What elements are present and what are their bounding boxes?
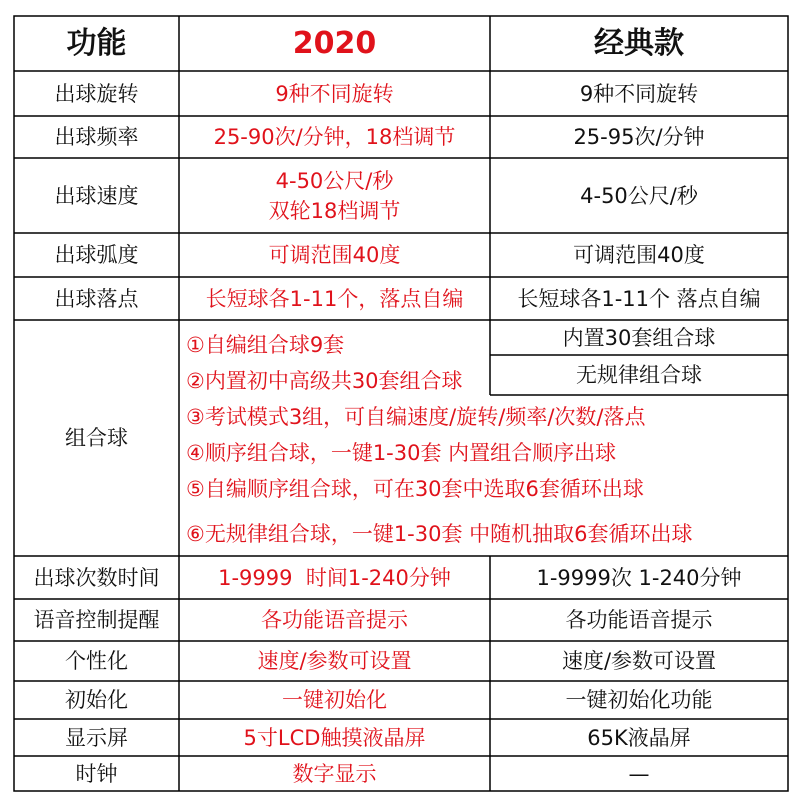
value-line: 4-50公尺/秒 (275, 168, 394, 193)
feature-label: 出球落点 (54, 286, 139, 311)
combo-item: ⑤自编顺序组合球，可在30套中选取6套循环出球 (186, 477, 644, 501)
value-2020: 5寸LCD触摸液晶屏 (243, 725, 426, 750)
feature-label: 出球速度 (54, 183, 139, 208)
value-classic: 25-95次/分钟 (573, 125, 705, 149)
feature-label: 显示屏 (65, 725, 128, 750)
value-classic-item: 内置30套组合球 (562, 325, 716, 350)
feature-label: 语音控制提醒 (33, 608, 160, 632)
value-2020: 一键初始化 (282, 688, 387, 712)
combo-item: ②内置初中高级共30套组合球 (186, 369, 463, 393)
feature-label: 个性化 (65, 649, 128, 673)
value-2020: 数字显示 (292, 761, 377, 786)
value-2020: 9种不同旋转 (275, 81, 394, 106)
header-feature: 功能 (66, 25, 127, 61)
feature-label: 出球频率 (54, 125, 139, 149)
combo-item: ①自编组合球9套 (186, 333, 345, 357)
value-classic: 可调范围40度 (573, 243, 705, 267)
feature-label: 时钟 (75, 761, 118, 786)
feature-label: 出球旋转 (54, 81, 139, 106)
feature-label: 出球次数时间 (33, 565, 160, 590)
value-classic: 1-9999次 1-240分钟 (536, 565, 742, 590)
feature-label: 初始化 (65, 688, 128, 712)
value-line: 双轮18档调节 (268, 198, 401, 223)
header-model-classic: 经典款 (594, 25, 684, 61)
value-classic: 一键初始化功能 (565, 688, 713, 712)
value-2020: 1-9999 时间1-240分钟 (218, 565, 451, 590)
value-classic: 4-50公尺/秒 (580, 183, 698, 208)
value-classic: 速度/参数可设置 (561, 649, 717, 673)
combo-item: ⑥无规律组合球，一键1-30套 中随机抽取6套循环出球 (186, 522, 693, 546)
value-2020: 速度/参数可设置 (257, 649, 412, 673)
value-classic: 各功能语音提示 (565, 608, 713, 632)
value-classic-item: 无规律组合球 (576, 363, 702, 387)
feature-label: 组合球 (65, 426, 128, 450)
value-classic: 65K液晶屏 (587, 725, 691, 750)
value-classic: — (628, 761, 650, 786)
value-classic: 长短球各1-11个 落点自编 (517, 286, 761, 311)
header-model-2020: 2020 (292, 25, 377, 61)
value-2020: 长短球各1-11个，落点自编 (205, 286, 464, 311)
value-2020: 25-90次/分钟，18档调节 (213, 125, 456, 149)
value-classic: 9种不同旋转 (579, 81, 699, 106)
value-2020: 各功能语音提示 (261, 608, 408, 632)
value-2020 (179, 158, 490, 233)
combo-item: ③考试模式3组，可自编速度/旋转/频率/次数/落点 (186, 405, 646, 429)
value-2020: 可调范围40度 (268, 243, 401, 267)
combo-item: ④顺序组合球，一键1-30套 内置组合顺序出球 (186, 441, 617, 465)
feature-label: 出球弧度 (54, 243, 139, 267)
